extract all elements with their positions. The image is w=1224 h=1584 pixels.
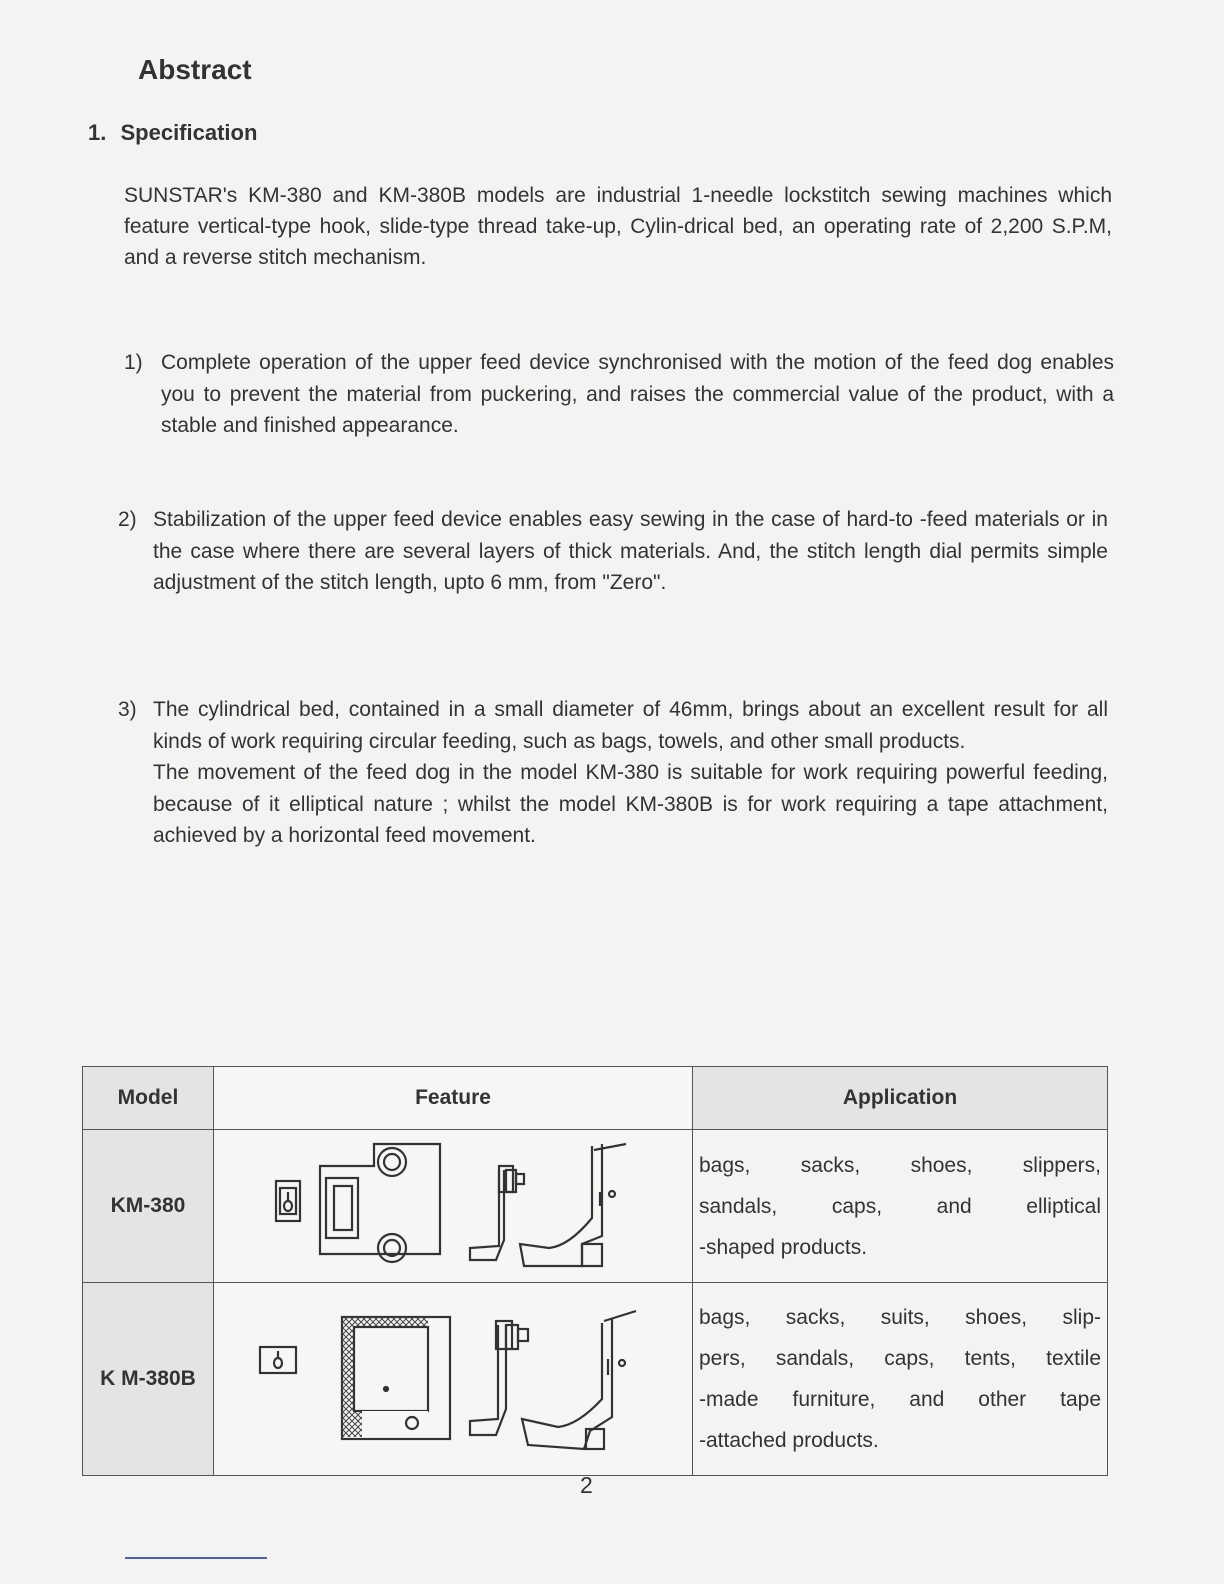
throat-plate-icon [320,1144,440,1262]
application-cell [693,1283,1108,1476]
model-table [82,1066,1108,1476]
application-line: -attached products. [699,1429,879,1452]
list-item-number: 3) [118,698,137,721]
feature-cell [214,1130,693,1283]
upper-feed-foot-icon [470,1166,524,1260]
upper-feed-foot-icon [470,1321,528,1435]
table-header-row [83,1067,1108,1130]
table-row [83,1283,1108,1476]
list-item-text: The movement of the feed dog in the model KM-380 is suitable for work requiring powerful feeding, because of it elliptical nature ; whilst the model KM-380B is for work requiring a tape attachment, achieved by a horizontal feed movement. [153,761,1108,847]
presser-foot-icon [520,1144,626,1266]
list-item-text: Stabilization of the upper feed device enables easy sewing in the case of hard-to -feed materials or in the case where there are several layers of thick materials. And, the stitch length dial permits simple adjustment of the stitch length, upto 6 mm, from "Zero". [153,508,1108,594]
throat-plate-icon [342,1317,450,1439]
list-item-text: Complete operation of the upper feed device synchronised with the motion of the feed dog enables you to prevent the material from puckering, and raises the commercial value of the product, with a stable and finished appearance. [161,351,1114,437]
application-line: pers, sandals, caps, tents, textile [699,1347,1101,1370]
feature-cell [214,1283,693,1476]
feed-dog-icon [276,1181,300,1221]
model-cell: KM-380 [83,1130,214,1283]
section-heading [88,120,257,146]
application-line: bags, sacks, suits, shoes, slip- [699,1306,1101,1329]
header-application: Application [693,1067,1108,1130]
list-item-1 [124,347,1114,442]
application-line: -made furniture, and other tape [699,1388,1101,1411]
feed-dog-icon [260,1347,296,1373]
feed-parts-illustration [214,1136,692,1276]
list-item-2 [118,504,1108,599]
application-line: -shaped products. [699,1235,868,1259]
header-model: Model [83,1067,214,1130]
page-number: 2 [580,1472,593,1498]
presser-foot-icon [522,1311,636,1449]
list-item-3 [118,694,1108,852]
table-row [83,1130,1108,1283]
application-line: bags, sacks, shoes, slippers, [699,1153,1101,1177]
application-line: sandals, caps, and elliptical [699,1194,1101,1218]
section-number: 1. [88,120,107,145]
intro-paragraph: SUNSTAR's KM-380 and KM-380B models are industrial 1-needle lockstitch sewing machines which feature vertical-type hook, slide-type thread take-up, Cylin-drical bed, an operating rate of 2,200 S.P.M, and a reverse stitch mechanism. [124,184,1112,269]
application-cell [693,1130,1108,1283]
list-item-number: 1) [124,351,143,374]
feed-parts-illustration [214,1289,692,1469]
list-item-text: The cylindrical bed, contained in a small diameter of 46mm, brings about an excellent result for all kinds of work requiring circular feeding, such as bags, towels, and other small products. [153,698,1108,753]
page-title: Abstract [138,54,252,85]
list-item-number: 2) [118,508,137,531]
header-feature: Feature [214,1067,693,1130]
section-title: Specification [120,120,258,145]
footer-rule [125,1557,267,1559]
model-cell: K M-380B [83,1283,214,1476]
